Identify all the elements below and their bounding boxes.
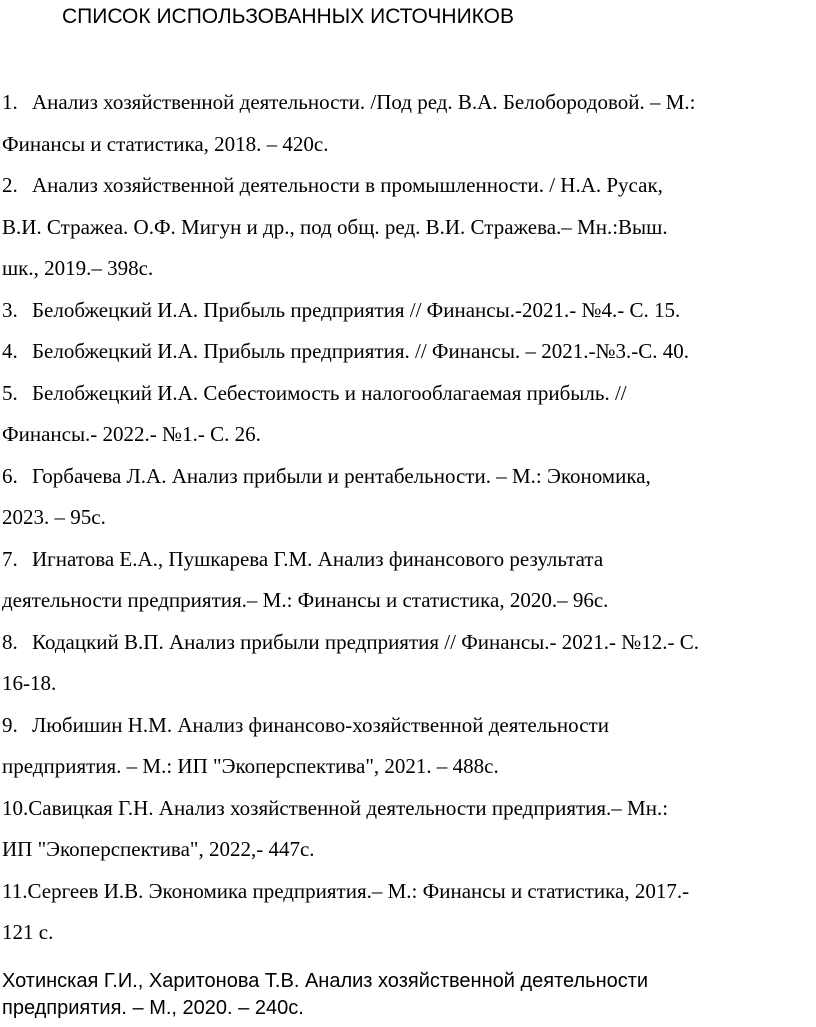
reference-number: 1.	[2, 90, 18, 114]
reference-text-line: Игнатова Е.А., Пушкарева Г.М. Анализ финансового результата	[32, 546, 604, 571]
reference-text-line: 16-18.	[2, 671, 57, 695]
reference-text-line: Белобжецкий И.А. Прибыль предприятия // Финансы.-2021.- №4.- С. 15.	[32, 297, 681, 322]
reference-number: 8.	[2, 629, 18, 654]
reference-number: 9.	[2, 712, 18, 737]
reference-text-line: ИП "Экоперспектива", 2022,- 447с.	[2, 837, 315, 861]
reference-text-line: Финансы.- 2022.- №1.- С. 26.	[2, 422, 261, 446]
reference-text-line: Любишин Н.М. Анализ финансово-хозяйственной деятельности	[32, 712, 609, 737]
reference-text-line: деятельности предприятия.– М.: Финансы и статистика, 2020.– 96с.	[2, 588, 609, 612]
reference-number: 5.	[2, 380, 18, 405]
reference-item-8-cont	[2, 663, 810, 705]
reference-text-line: 121 с.	[2, 920, 54, 944]
reference-item-4	[2, 331, 810, 373]
reference-item-3	[2, 290, 810, 332]
reference-item-10-cont	[2, 829, 810, 871]
reference-number: 6.	[2, 463, 18, 488]
reference-text-line: предприятия. – М.: ИП "Экоперспектива", 2021. – 488с.	[2, 754, 499, 778]
reference-text-line: Белобжецкий И.А. Прибыль предприятия. // Финансы. – 2021.-№3.-С. 40.	[32, 339, 690, 363]
reference-item-2	[2, 165, 810, 207]
reference-item-5-cont	[2, 414, 810, 456]
reference-item-6-cont	[2, 497, 810, 539]
reference-item-12	[2, 968, 810, 1022]
reference-number: 11.	[2, 878, 28, 903]
reference-text-line: Белобжецкий И.А. Себестоимость и налогооблагаемая прибыль. //	[32, 380, 627, 405]
reference-text-line: В.И. Стражеа. О.Ф. Мигун и др., под общ. ред. В.И. Стражева.– Мн.:Выш.	[2, 214, 668, 239]
reference-item-9	[2, 705, 810, 747]
reference-item-11-cont	[2, 912, 810, 954]
reference-text-line: Горбачева Л.А. Анализ прибыли и рентабельности. – М.: Экономика,	[32, 463, 651, 488]
reference-number: 7.	[2, 546, 18, 571]
reference-text-line: шк., 2019.– 398с.	[2, 256, 154, 280]
reference-number: 10.	[2, 795, 29, 820]
reference-item-2-cont	[2, 207, 810, 249]
reference-item-7	[2, 539, 810, 581]
reference-number: 4.	[2, 339, 18, 363]
reference-text-line: Савицкая Г.Н. Анализ хозяйственной деятельности предприятия.– Мн.:	[28, 795, 669, 820]
reference-text-line: Сергеев И.В. Экономика предприятия.– М.: Финансы и статистика, 2017.-	[27, 878, 690, 903]
reference-item-1	[2, 82, 810, 124]
reference-text-line: 2023. – 95с.	[2, 505, 106, 529]
reference-item-2-cont	[2, 248, 810, 290]
reference-item-8	[2, 622, 810, 664]
reference-text-line: Финансы и статистика, 2018. – 420с.	[2, 131, 329, 156]
reference-text-line: Анализ хозяйственной деятельности. /Под ред. В.А. Белобородовой. – М.:	[32, 90, 696, 114]
reference-item-11	[2, 871, 810, 913]
reference-item-7-cont	[2, 580, 810, 622]
reference-item-1-cont	[2, 124, 810, 166]
reference-text-line: Анализ хозяйственной деятельности в промышленности. / Н.А. Русак,	[32, 173, 663, 197]
reference-list	[2, 82, 810, 954]
reference-item-9-cont	[2, 746, 810, 788]
reference-item-5	[2, 373, 810, 415]
reference-item-6	[2, 456, 810, 498]
page-title: СПИСОК ИСПОЛЬЗОВАННЫХ ИСТОЧНИКОВ	[62, 5, 515, 28]
reference-number: 2.	[2, 173, 18, 197]
reference-item-10	[2, 788, 810, 830]
reference-text-line: Хотинская Г.И., Харитонова Т.В. Анализ хозяйственной деятельности	[2, 970, 649, 992]
reference-text-line: предприятия. – М., 2020. – 240с.	[2, 997, 304, 1019]
reference-text-line: Кодацкий В.П. Анализ прибыли предприятия // Финансы.- 2021.- №12.- С.	[32, 629, 700, 654]
reference-number: 3.	[2, 297, 18, 322]
